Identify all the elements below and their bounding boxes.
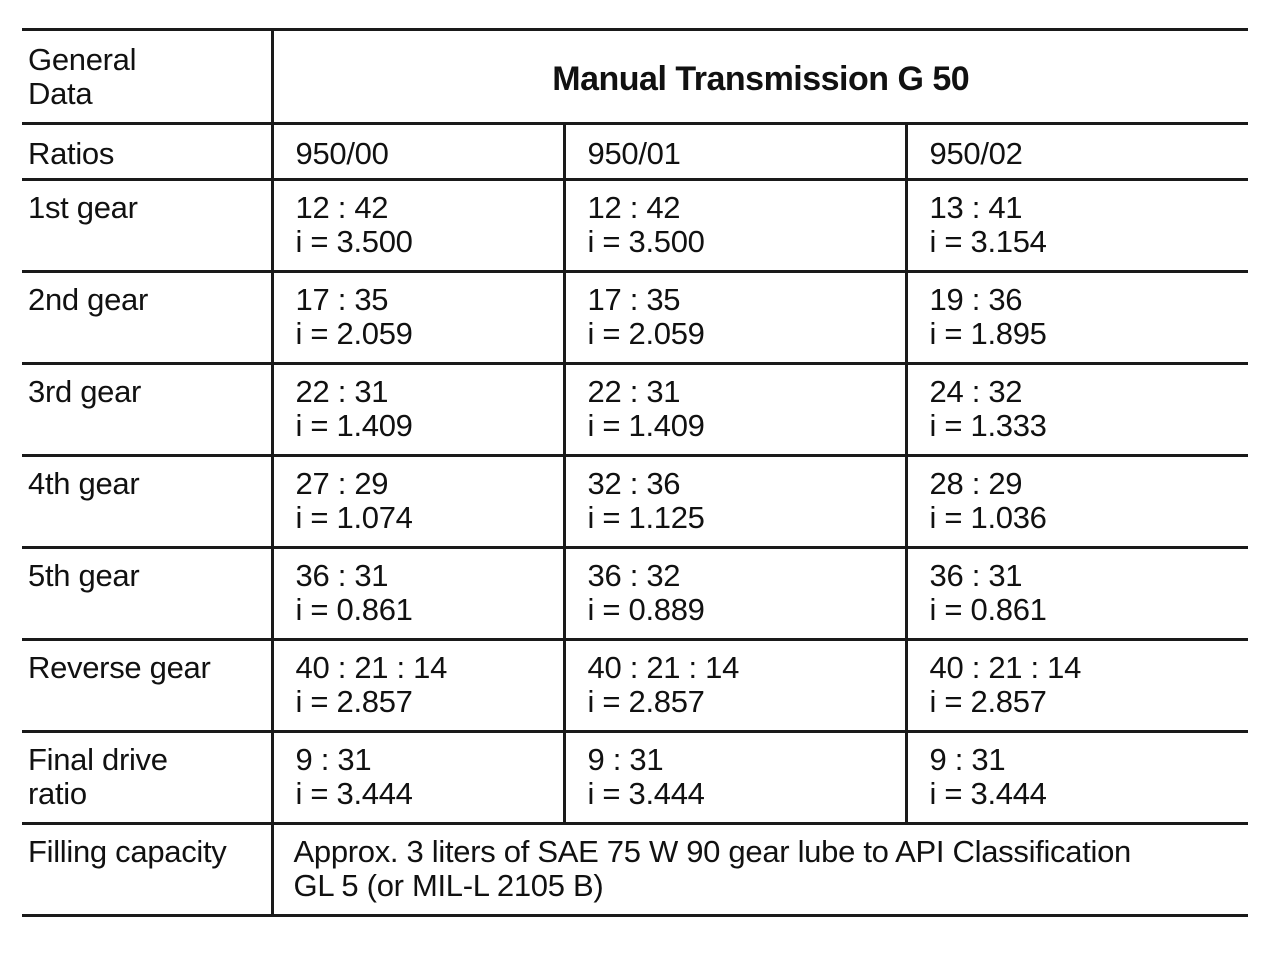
ratio-cell: 40 : 21 : 14 i = 2.857 xyxy=(564,640,906,732)
ratios-header-row xyxy=(22,124,1248,180)
table-row xyxy=(22,272,1248,364)
ratio-cell: 32 : 36 i = 1.125 xyxy=(564,456,906,548)
ratio-cell: 40 : 21 : 14 i = 2.857 xyxy=(272,640,564,732)
row-label: 4th gear xyxy=(22,456,272,548)
ratio-cell: 17 : 35 i = 2.059 xyxy=(272,272,564,364)
ratio-cell: 40 : 21 : 14 i = 2.857 xyxy=(906,640,1248,732)
ratio-cell: 13 : 41 i = 3.154 xyxy=(906,180,1248,272)
ratio-cell: 24 : 32 i = 1.333 xyxy=(906,364,1248,456)
table-title: Manual Transmission G 50 xyxy=(272,30,1248,124)
table-title-row xyxy=(22,30,1248,124)
ratio-cell: 28 : 29 i = 1.036 xyxy=(906,456,1248,548)
table-row xyxy=(22,364,1248,456)
table-row xyxy=(22,548,1248,640)
table-row xyxy=(22,732,1248,824)
ratio-cell: 12 : 42 i = 3.500 xyxy=(564,180,906,272)
ratio-cell: 9 : 31 i = 3.444 xyxy=(272,732,564,824)
ratio-cell: 12 : 42 i = 3.500 xyxy=(272,180,564,272)
transmission-spec-table xyxy=(22,28,1248,917)
ratio-cell: 19 : 36 i = 1.895 xyxy=(906,272,1248,364)
ratio-cell: 36 : 32 i = 0.889 xyxy=(564,548,906,640)
table-row xyxy=(22,640,1248,732)
row-label: Reverse gear xyxy=(22,640,272,732)
document-page xyxy=(22,28,1248,917)
row-label: 2nd gear xyxy=(22,272,272,364)
table-row xyxy=(22,456,1248,548)
model-header-950-00: 950/00 xyxy=(272,124,564,180)
general-data-label: General Data xyxy=(22,30,272,124)
row-label: 1st gear xyxy=(22,180,272,272)
row-label: 3rd gear xyxy=(22,364,272,456)
row-label: Final drive ratio xyxy=(22,732,272,824)
ratios-label: Ratios xyxy=(22,124,272,180)
ratio-cell: 22 : 31 i = 1.409 xyxy=(564,364,906,456)
ratio-cell: 36 : 31 i = 0.861 xyxy=(906,548,1248,640)
model-header-950-01: 950/01 xyxy=(564,124,906,180)
filling-capacity-row xyxy=(22,824,1248,916)
ratio-cell: 17 : 35 i = 2.059 xyxy=(564,272,906,364)
model-header-950-02: 950/02 xyxy=(906,124,1248,180)
ratio-cell: 36 : 31 i = 0.861 xyxy=(272,548,564,640)
ratio-cell: 9 : 31 i = 3.444 xyxy=(564,732,906,824)
ratio-cell: 22 : 31 i = 1.409 xyxy=(272,364,564,456)
filling-capacity-label: Filling capacity xyxy=(22,824,272,916)
ratio-cell: 27 : 29 i = 1.074 xyxy=(272,456,564,548)
row-label: 5th gear xyxy=(22,548,272,640)
ratio-cell: 9 : 31 i = 3.444 xyxy=(906,732,1248,824)
filling-capacity-text: Approx. 3 liters of SAE 75 W 90 gear lube to API Classification GL 5 (or MIL-L 2105 B) xyxy=(272,824,1248,916)
table-row xyxy=(22,180,1248,272)
